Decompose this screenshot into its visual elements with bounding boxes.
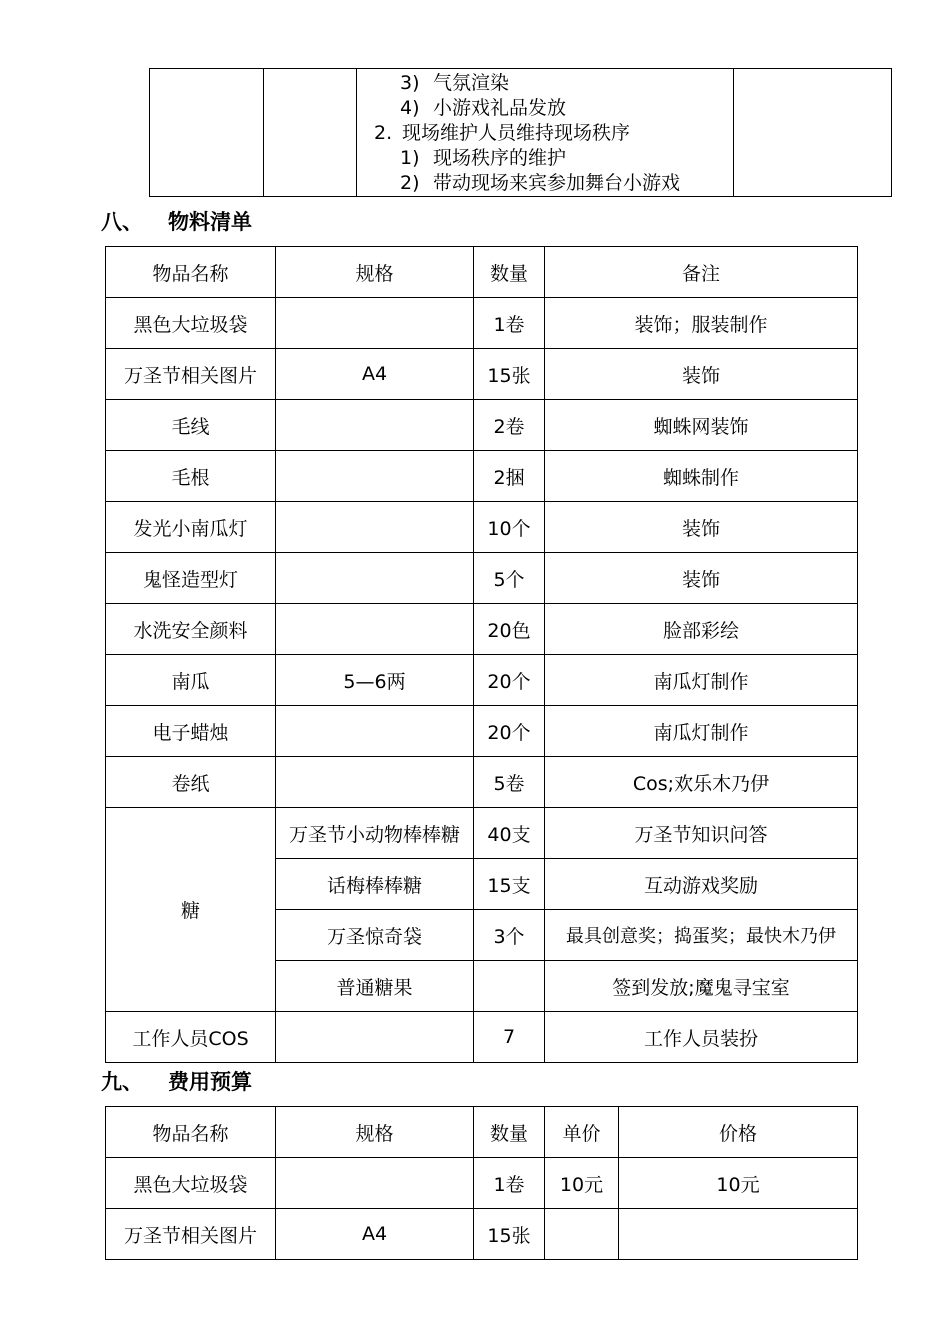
item-qty: 2卷 [474,400,545,451]
item-qty: 5卷 [474,757,545,808]
continuation-list [357,69,733,196]
list-text: 气氛渲染 [433,72,510,94]
continuation-cell-1 [150,69,264,197]
item-note: 装饰 [545,502,858,553]
item-name: 鬼怪造型灯 [106,553,276,604]
item-spec [276,451,474,502]
item-note: Cos;欢乐木乃伊 [545,757,858,808]
item-unit-price [545,1209,619,1260]
item-name: 黑色大垃圾袋 [106,1158,276,1209]
item-name: 糖 [106,808,276,1012]
item-note: 装饰；服装制作 [545,298,858,349]
item-spec: 万圣节小动物棒棒糖 [276,808,474,859]
header-qty: 数量 [474,1107,545,1158]
continuation-cell-4 [734,69,892,197]
budget-table [105,1106,858,1260]
item-spec: 普通糖果 [276,961,474,1012]
item-spec [276,757,474,808]
item-note: 最具创意奖；捣蛋奖；最快木乃伊 [545,910,858,961]
item-note: 装饰 [545,349,858,400]
header-note: 备注 [545,247,858,298]
item-qty: 40支 [474,808,545,859]
budget-table-body [106,1107,858,1260]
item-spec: 万圣惊奇袋 [276,910,474,961]
item-qty: 2捆 [474,451,545,502]
continuation-line [357,121,733,146]
item-qty: 20个 [474,706,545,757]
item-name: 毛根 [106,451,276,502]
item-spec [276,1158,474,1209]
table-row [106,655,858,706]
continuation-line [357,146,733,171]
item-qty [474,961,545,1012]
item-note: 签到发放;魔鬼寻宝室 [545,961,858,1012]
table-row [106,1012,858,1063]
section-9-title: 费用预算 [168,1070,252,1094]
list-number: 2. [374,122,393,144]
continuation-line [357,171,733,196]
item-name: 黑色大垃圾袋 [106,298,276,349]
table-row [106,502,858,553]
continuation-row [150,69,892,197]
item-name: 南瓜 [106,655,276,706]
list-text: 带动现场来宾参加舞台小游戏 [433,172,681,194]
item-name: 水洗安全颜料 [106,604,276,655]
item-note: 装饰 [545,553,858,604]
table-row [106,1158,858,1209]
item-note: 南瓜灯制作 [545,655,858,706]
list-text: 现场秩序的维护 [433,147,567,169]
item-qty: 20色 [474,604,545,655]
item-note: 万圣节知识问答 [545,808,858,859]
header-name: 物品名称 [106,247,276,298]
item-qty: 20个 [474,655,545,706]
item-qty: 10个 [474,502,545,553]
item-note: 蜘蛛网装饰 [545,400,858,451]
item-spec: A4 [276,1209,474,1260]
item-spec [276,298,474,349]
table-row [106,1209,858,1260]
item-name: 卷纸 [106,757,276,808]
list-number: 3) [400,72,420,94]
item-spec: A4 [276,349,474,400]
continuation-line [357,71,733,96]
item-qty: 15张 [474,349,545,400]
item-note: 工作人员装扮 [545,1012,858,1063]
list-number: 2) [400,172,420,194]
header-price: 价格 [619,1107,858,1158]
list-number: 1) [400,147,420,169]
item-unit-price: 10元 [545,1158,619,1209]
item-note: 互动游戏奖励 [545,859,858,910]
item-spec [276,400,474,451]
list-text: 小游戏礼品发放 [433,97,567,119]
header-name: 物品名称 [106,1107,276,1158]
item-name: 毛线 [106,400,276,451]
item-price [619,1209,858,1260]
continuation-table [149,68,892,197]
item-name: 万圣节相关图片 [106,349,276,400]
item-qty: 3个 [474,910,545,961]
item-name: 发光小南瓜灯 [106,502,276,553]
item-spec: 话梅棒棒糖 [276,859,474,910]
item-spec [276,706,474,757]
header-unit-price: 单价 [545,1107,619,1158]
budget-header-row [106,1107,858,1158]
section-9-heading [101,1067,252,1097]
item-qty: 15支 [474,859,545,910]
item-note: 脸部彩绘 [545,604,858,655]
header-spec: 规格 [276,1107,474,1158]
item-qty: 7 [474,1012,545,1063]
item-spec [276,502,474,553]
list-text: 现场维护人员维持现场秩序 [402,122,631,144]
item-spec [276,553,474,604]
table-row [106,400,858,451]
item-note: 蜘蛛制作 [545,451,858,502]
header-qty: 数量 [474,247,545,298]
section-8-number: 八、 [101,210,143,234]
table-row [106,757,858,808]
item-spec: 5—6两 [276,655,474,706]
item-name: 工作人员COS [106,1012,276,1063]
list-number: 4) [400,97,420,119]
materials-table [105,246,858,1063]
table-row [106,808,858,859]
section-8-title: 物料清单 [168,210,252,234]
section-8-heading [101,207,252,237]
header-spec: 规格 [276,247,474,298]
table-row [106,604,858,655]
continuation-cell-content [357,69,734,197]
table-row [106,553,858,604]
item-qty: 15张 [474,1209,545,1260]
materials-table-body [106,247,858,1063]
continuation-line [357,96,733,121]
item-qty: 1卷 [474,298,545,349]
item-note: 南瓜灯制作 [545,706,858,757]
table-row [106,298,858,349]
table-row [106,451,858,502]
section-9-number: 九、 [101,1070,143,1094]
item-price: 10元 [619,1158,858,1209]
item-spec [276,604,474,655]
item-name: 电子蜡烛 [106,706,276,757]
table-row [106,349,858,400]
continuation-cell-2 [264,69,357,197]
item-qty: 5个 [474,553,545,604]
materials-header-row [106,247,858,298]
item-qty: 1卷 [474,1158,545,1209]
item-spec [276,1012,474,1063]
table-row [106,706,858,757]
item-name: 万圣节相关图片 [106,1209,276,1260]
